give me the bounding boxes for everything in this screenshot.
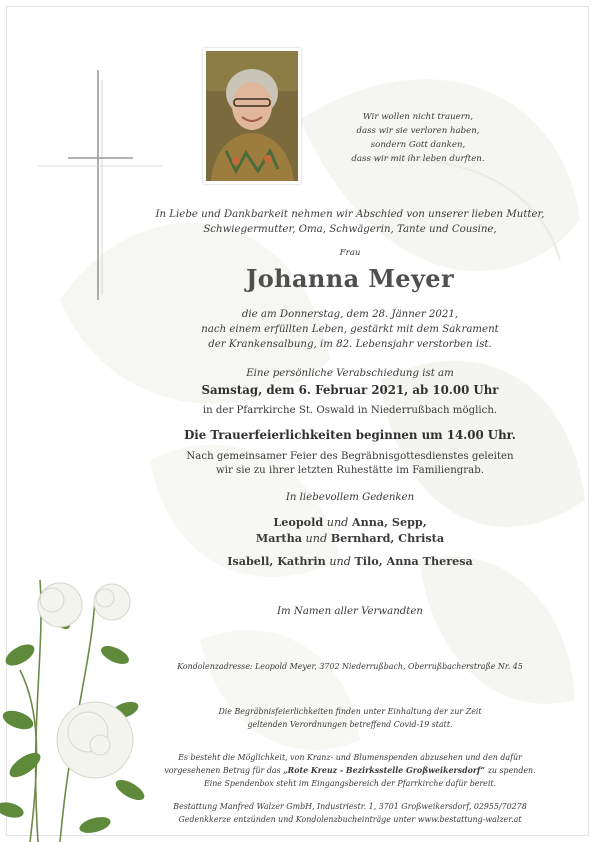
death-info-line: nach einem erfüllten Leben, gestärkt mit dem Sakrament <box>201 324 499 335</box>
death-info-line: die am Donnerstag, dem 28. Jänner 2021, <box>241 309 459 320</box>
funeral-home-line[interactable]: Bestattung Manfred Walzer GmbH, Industriestr. 1, 3701 Großweikersdorf, 02955/70278 <box>173 802 527 811</box>
quote-line: dass wir sie verloren haben, <box>356 126 480 136</box>
memory-line: In liebevollem Gedenken <box>285 492 415 503</box>
condolence-address: Kondolenzadresse: Leopold Meyer, 3702 Niederrußbach, Oberrußbacherstraße Nr. 45 <box>177 662 523 671</box>
portrait-photo <box>203 48 301 184</box>
intro-line: Schwiegermutter, Oma, Schwägerin, Tante und Cousine, <box>203 224 497 235</box>
relatives-line: Im Namen aller Verwandten <box>276 606 423 617</box>
family-line: Martha und Bernhard, Christa <box>255 531 445 545</box>
ceremony-time: Die Trauerfeierlichkeiten beginnen um 14.00 Uhr. <box>184 428 516 442</box>
death-info-line: der Krankensalbung, im 82. Lebensjahr verstorben ist. <box>208 339 492 350</box>
quote-line: dass wir mit ihr leben durften. <box>351 154 485 164</box>
funeral-home-line[interactable]: Gedenkkerze entzünden und Kondolenzbucheinträge unter www.bestattung-walzer.at <box>178 815 522 824</box>
burial-line: wir sie zu ihrer letzten Ruhestätte im Familiengrab. <box>215 465 485 476</box>
farewell-place: in der Pfarrkirche St. Oswald in Niederrußbach möglich. <box>202 405 498 416</box>
farewell-intro: Eine persönliche Verabschiedung ist am <box>246 368 454 379</box>
covid-note-line: Die Begräbnisfeierlichkeiten finden unter Einhaltung der zur Zeit <box>218 707 482 716</box>
donation-line: Eine Spendenbox steht im Eingangsbereich der Pfarrkirche dafür bereit. <box>203 779 497 788</box>
quote-line: Wir wollen nicht trauern, <box>362 112 474 122</box>
farewell-date: Samstag, dem 6. Februar 2021, ab 10.00 Uhr <box>201 383 499 397</box>
cross-icon <box>38 70 163 300</box>
donation-line: Es besteht die Möglichkeit, von Kranz- und Blumenspenden abzusehen und den dafür <box>178 753 522 762</box>
family-line: Isabell, Kathrin und Tilo, Anna Theresa <box>227 554 473 568</box>
deceased-name: Johanna Meyer <box>245 264 455 293</box>
family-line: Leopold und Anna, Sepp, <box>273 515 427 529</box>
intro-line: In Liebe und Dankbarkeit nehmen wir Abschied von unserer lieben Mutter, <box>155 209 545 220</box>
burial-line: Nach gemeinsamer Feier des Begräbnisgottesdienstes geleiten <box>186 451 514 462</box>
salutation: Frau <box>339 248 361 258</box>
white-roses-illustration <box>0 560 160 842</box>
quote-line: sondern Gott danken, <box>370 140 466 150</box>
covid-note-line: geltenden Verordnungen betreffend Covid-19 statt. <box>247 720 453 729</box>
donation-line: vorgesehenen Betrag für das „Rote Kreuz - Bezirksstelle Großweikersdorf“ zu spenden. <box>164 766 536 775</box>
